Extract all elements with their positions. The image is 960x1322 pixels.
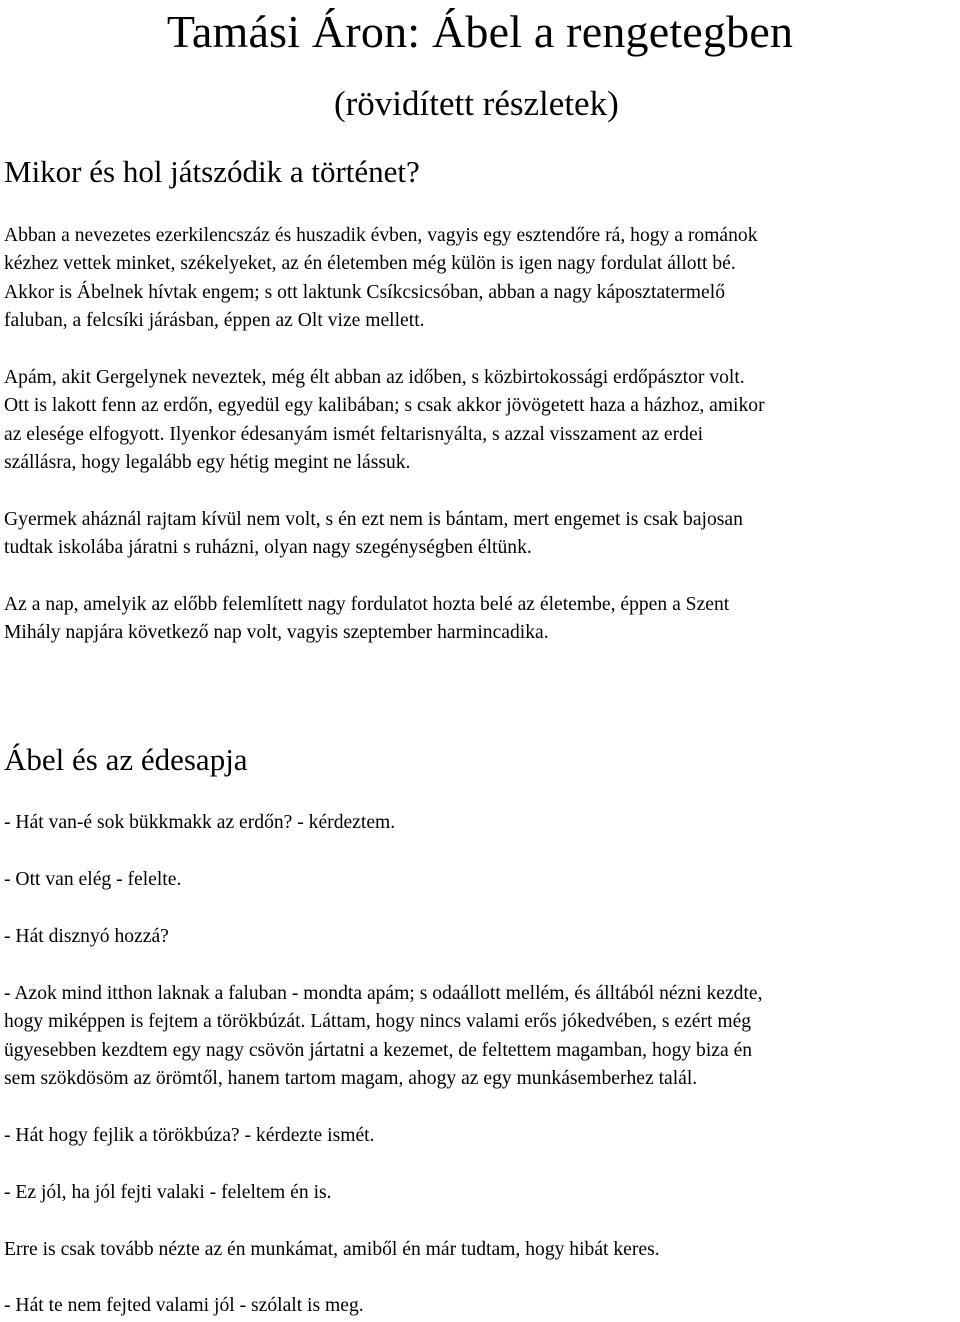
paragraph <box>4 506 960 563</box>
dialogue-line <box>4 866 960 894</box>
text-line: - Azok mind itthon laknak a faluban - mondta apám; s odaállott mellém, és álltából nézni kezdte, <box>4 983 763 1004</box>
paragraph <box>4 1236 960 1264</box>
text-line: faluban, a felcsíki járásban, éppen az Olt vize mellett. <box>4 310 425 332</box>
paragraph <box>4 591 960 648</box>
document-subtitle: (rövidített részletek) <box>334 84 619 123</box>
text-line: - Hát disznyó hozzá? <box>4 926 169 947</box>
text-line: - Hát van-é sok bükkmakk az erdőn? - kérdeztem. <box>4 812 396 833</box>
text-line: Gyermek aháznál rajtam kívül nem volt, s én ezt nem is bántam, mert engemet is csak bajosan <box>4 509 743 530</box>
text-line: - Ez jól, ha jól fejti valaki - feleltem én is. <box>4 1182 332 1203</box>
text-line: Apám, akit Gergelynek neveztek, még élt abban az időben, s közbirtokossági erdőpásztor volt. <box>4 367 745 388</box>
text-line: - Ott van elég - felelte. <box>4 869 182 890</box>
text-line: sem szökdösöm az örömtől, hanem tartom magam, ahogy az egy munkásemberhez talál. <box>4 1068 698 1090</box>
section-heading-abel-and-father: Ábel és az édesapja <box>4 742 248 777</box>
text-line: Abban a nevezetes ezerkilencszáz és huszadik évben, vagyis egy esztendőre rá, hogy a románok <box>4 225 758 246</box>
section-heading-setting: Mikor és hol játszódik a történet? <box>4 154 420 189</box>
document-title: Tamási Áron: Ábel a rengetegben <box>166 6 794 57</box>
paragraph <box>4 980 960 1094</box>
text-line: Akkor is Ábelnek hívtak engem; s ott laktunk Csíkcsicsóban, abban a nagy káposztatermelő <box>4 281 725 303</box>
paragraph <box>4 364 960 478</box>
dialogue-line <box>4 1179 960 1207</box>
paragraph <box>4 222 960 336</box>
text-line: szállásra, hogy legalább egy hétig megint ne lássuk. <box>4 452 411 474</box>
text-line: ügyesebben kezdtem egy nagy csövön jártatni a kezemet, de feltettem magamban, hogy biza én <box>4 1039 753 1061</box>
text-line: Az a nap, amelyik az előbb felemlített nagy fordulatot hozta belé az életembe, éppen a Szent <box>4 594 730 615</box>
text-line: - Hát te nem fejted valami jól - szólalt is meg. <box>4 1295 364 1316</box>
dialogue-line <box>4 1122 960 1150</box>
dialogue-line <box>4 1292 960 1320</box>
dialogue-line <box>4 809 960 837</box>
text-line: Ott is lakott fenn az erdőn, egyedül egy kalibában; s csak akkor jövögetett haza a házhoz, amikor <box>4 395 765 417</box>
text-line: kézhez vettek minket, székelyeket, az én életemben még külön is igen nagy fordulat állott bé. <box>4 253 736 275</box>
text-line: tudtak iskolába járatni s ruházni, olyan nagy szegénységben éltünk. <box>4 537 532 559</box>
text-line: Erre is csak tovább nézte az én munkámat, amiből én már tudtam, hogy hibát keres. <box>4 1239 660 1260</box>
text-line: Mihály napjára következő nap volt, vagyis szeptember harmincadika. <box>4 622 549 644</box>
text-line: az elesége elfogyott. Ilyenkor édesanyám ismét feltarisnyálta, s azzal visszament az erdei <box>4 423 704 445</box>
text-line: hogy miképpen is fejtem a törökbúzát. Láttam, hogy nincs valami erős jókedvében, s ezért még <box>4 1011 752 1033</box>
text-line: - Hát hogy fejlik a törökbúza? - kérdezte ismét. <box>4 1125 375 1146</box>
dialogue-line <box>4 923 960 951</box>
